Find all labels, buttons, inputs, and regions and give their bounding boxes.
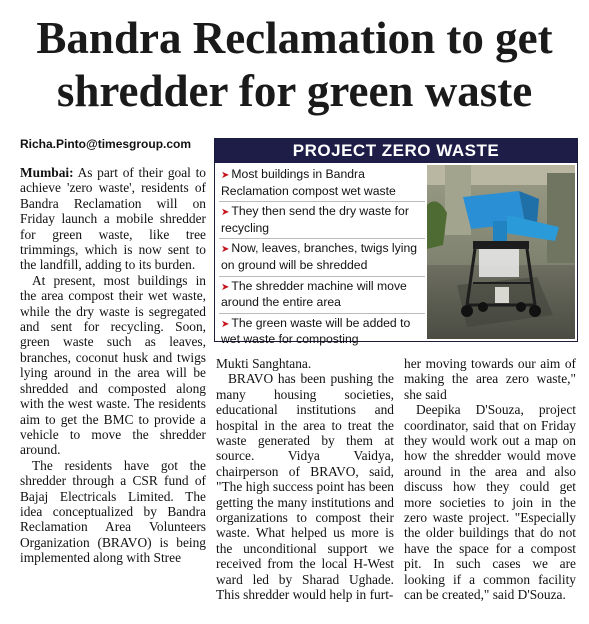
paragraph: Mukti Sanghtana. — [216, 356, 312, 371]
headline-line-2: shredder for green waste — [56, 66, 533, 116]
paragraph — [20, 165, 206, 273]
dateline: Mumbai: — [20, 165, 74, 180]
fact-text: The shredder machine will move around the entire area — [221, 278, 407, 310]
paragraph: Deepika D'Souza, project coordinator, said that on Friday they would work out a map on how the shredder would move around in the area and also discuss how they could get more societies to join in the zero waste project. "Especially the older buildings that do not have the space for a compost pit. In such cases we are looking if a common facility can be created," said D'Souza. — [404, 402, 576, 603]
fact-item — [219, 314, 425, 350]
fact-item — [219, 277, 425, 314]
fact-item — [219, 165, 425, 202]
project-zero-waste-box — [214, 138, 578, 347]
bullet-arrow-icon: ➤ — [221, 170, 230, 181]
bullet-arrow-icon: ➤ — [221, 207, 230, 219]
shredder-machine-photo — [427, 165, 575, 339]
fact-text: They then send the dry waste for recycling — [221, 204, 409, 235]
bullet-arrow-icon: ➤ — [221, 281, 230, 293]
paragraph: BRAVO has been pushing the many housing societies, educational institutions and hospital in the area to treat the waste generated by them at source. Vidya Vaidya, chairperson of BRAVO, said, "The high success point has been getting the many institutions and organizations to compost their waste. What helped us more is the unconditional support we received from the local H-West ward led by Sharad Ughade. This shredder would help in furt- — [216, 371, 394, 603]
bullet-arrow-icon: ➤ — [221, 318, 230, 330]
article-column-3 — [404, 356, 576, 603]
article-column-1 — [20, 165, 206, 566]
paragraph: her moving towards our aim of making the area zero waste," she said — [404, 356, 576, 402]
paragraph: At present, most buildings in the area compost their wet waste, while the dry waste is segregated and sent for recycling. Soon, green waste such as leaves, branches, coconut husk and twigs lying around in the area will be shredded and composted along with the west waste. The residents aim to get the BMC to provide a vehicle to move the shredder around. — [20, 272, 206, 458]
headline-line-1: Bandra Reclamation to get — [36, 13, 553, 63]
fact-item — [219, 202, 425, 239]
byline: Richa.Pinto@timesgroup.com — [20, 137, 192, 151]
fact-text: The green waste will be added to wet waste for composting — [221, 315, 411, 347]
box-title: PROJECT ZERO WASTE — [215, 139, 577, 163]
paragraph-text: As part of their goal to achieve 'zero waste', residents of Bandra Reclamation will on Friday launch a mobile shredder for green waste, like tree trimmings, which is now sent to the landfill, adding to its burden. — [20, 165, 206, 273]
fact-item — [219, 239, 425, 276]
fact-text: Now, leaves, branches, twigs lying on ground will be shredded — [221, 241, 417, 272]
fact-list — [219, 165, 425, 350]
bullet-arrow-icon: ➤ — [221, 244, 230, 256]
fact-text: Most buildings in Bandra Reclamation compost wet waste — [221, 167, 396, 198]
paragraph: The residents have got the shredder through a CSR fund of Bajaj Electricals Limited. The idea conceptualized by Bandra Reclamation Area Volunteers Organization (BRAVO) is being implemented along with Stree — [20, 457, 206, 566]
article-column-2 — [216, 356, 394, 603]
shredder-photo-illustration — [427, 165, 575, 339]
